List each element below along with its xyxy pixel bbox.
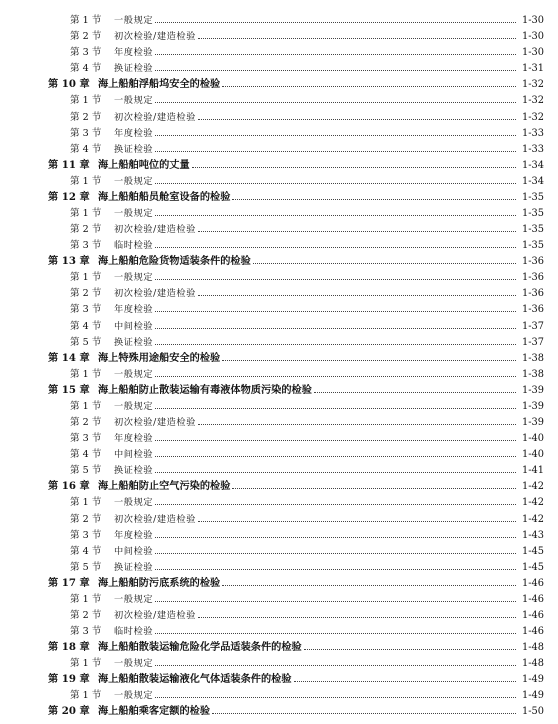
dot-leader xyxy=(198,231,516,232)
dot-leader xyxy=(155,183,516,184)
toc-chapter-entry[interactable] xyxy=(0,381,558,397)
dot-leader xyxy=(155,376,516,377)
page-number: 1-34 xyxy=(521,159,544,171)
chapter-title: 海上船舶防止散装运输有毒液体物质污染的检验 xyxy=(98,383,312,396)
page-number: 1-33 xyxy=(521,143,544,155)
page-number: 1-39 xyxy=(521,400,544,412)
section-title: 一般规定 xyxy=(114,175,154,187)
section-number: 第 4 节 xyxy=(70,143,102,155)
toc-chapter-entry[interactable] xyxy=(0,349,558,365)
toc-section-entry[interactable] xyxy=(0,316,558,332)
dot-leader xyxy=(155,279,516,280)
dot-leader xyxy=(222,360,516,361)
toc-section-entry[interactable] xyxy=(0,27,558,43)
section-number: 第 4 节 xyxy=(70,449,102,461)
section-title: 年度检验 xyxy=(114,304,154,316)
dot-leader xyxy=(155,328,516,329)
page-number: 1-36 xyxy=(521,304,544,316)
page-number: 1-32 xyxy=(521,111,544,123)
section-title: 换证检验 xyxy=(114,143,154,155)
section-number: 第 1 节 xyxy=(70,15,102,27)
section-number: 第 1 节 xyxy=(70,593,102,605)
section-number: 第 1 节 xyxy=(70,95,102,107)
dot-leader xyxy=(155,504,516,505)
page-number: 1-45 xyxy=(521,561,544,573)
page-number: 1-48 xyxy=(521,642,544,654)
section-title: 初次检验/建造检验 xyxy=(114,224,196,236)
page-number: 1-39 xyxy=(521,384,544,396)
toc-section-entry[interactable] xyxy=(0,268,558,284)
toc-chapter-entry[interactable] xyxy=(0,156,558,172)
toc-section-entry[interactable] xyxy=(0,606,558,622)
section-title: 年度检验 xyxy=(114,47,154,59)
chapter-title: 海上船舶船员舱室设备的检验 xyxy=(98,190,231,203)
page-number: 1-36 xyxy=(521,256,544,268)
dot-leader xyxy=(198,424,516,425)
section-title: 一般规定 xyxy=(114,400,154,412)
dot-leader xyxy=(232,199,516,200)
section-number: 第 2 节 xyxy=(70,31,102,43)
toc-chapter-entry[interactable] xyxy=(0,188,558,204)
page-number: 1-46 xyxy=(521,626,544,638)
chapter-number: 第 14 章 xyxy=(48,351,90,364)
dot-leader xyxy=(314,392,516,393)
toc-section-entry[interactable] xyxy=(0,654,558,670)
dot-leader xyxy=(155,151,516,152)
chapter-title: 海上船舶散装运输危险化学品适装条件的检验 xyxy=(98,641,302,654)
page-number: 1-42 xyxy=(521,513,544,525)
page-number: 1-48 xyxy=(521,658,544,670)
section-title: 一般规定 xyxy=(114,15,154,27)
dot-leader xyxy=(155,456,516,457)
toc-section-entry[interactable] xyxy=(0,526,558,542)
chapter-title: 海上船舶吨位的丈量 xyxy=(98,158,190,171)
chapter-number: 第 20 章 xyxy=(48,705,90,718)
page-number: 1-49 xyxy=(521,674,544,686)
toc-section-entry[interactable] xyxy=(0,445,558,461)
dot-leader xyxy=(253,263,516,264)
section-title: 初次检验/建造检验 xyxy=(114,288,196,300)
toc-section-entry[interactable] xyxy=(0,172,558,188)
page-number: 1-42 xyxy=(521,497,544,509)
section-number: 第 4 节 xyxy=(70,320,102,332)
page-number: 1-49 xyxy=(521,690,544,702)
section-number: 第 3 节 xyxy=(70,127,102,139)
toc-section-entry[interactable] xyxy=(0,333,558,349)
section-title: 换证检验 xyxy=(114,63,154,75)
dot-leader xyxy=(155,215,516,216)
section-number: 第 1 节 xyxy=(70,658,102,670)
dot-leader xyxy=(155,440,516,441)
toc-chapter-entry[interactable] xyxy=(0,574,558,590)
toc-section-entry[interactable] xyxy=(0,397,558,413)
page-number: 1-30 xyxy=(521,31,544,43)
toc-section-entry[interactable] xyxy=(0,590,558,606)
dot-leader xyxy=(155,102,516,103)
toc-section-entry[interactable] xyxy=(0,236,558,252)
dot-leader xyxy=(155,569,516,570)
section-title: 一般规定 xyxy=(114,368,154,380)
page-number: 1-34 xyxy=(521,175,544,187)
chapter-title: 海上船舶散装运输液化气体适装条件的检验 xyxy=(98,673,292,686)
page-number: 1-35 xyxy=(521,224,544,236)
toc-section-entry[interactable] xyxy=(0,91,558,107)
section-number: 第 5 节 xyxy=(70,561,102,573)
section-number: 第 1 节 xyxy=(70,690,102,702)
section-number: 第 2 节 xyxy=(70,417,102,429)
section-title: 中间检验 xyxy=(114,449,154,461)
page-number: 1-37 xyxy=(521,336,544,348)
page-number: 1-45 xyxy=(521,545,544,557)
dot-leader xyxy=(155,54,516,55)
toc-section-entry[interactable] xyxy=(0,509,558,525)
toc-section-entry[interactable] xyxy=(0,140,558,156)
section-title: 初次检验/建造检验 xyxy=(114,417,196,429)
toc-section-entry[interactable] xyxy=(0,284,558,300)
toc-section-entry[interactable] xyxy=(0,365,558,381)
section-number: 第 1 节 xyxy=(70,175,102,187)
toc-section-entry[interactable] xyxy=(0,107,558,123)
dot-leader xyxy=(155,70,516,71)
section-title: 中间检验 xyxy=(114,320,154,332)
section-number: 第 5 节 xyxy=(70,336,102,348)
toc-chapter-entry[interactable] xyxy=(0,670,558,686)
chapter-number: 第 11 章 xyxy=(48,158,90,171)
section-number: 第 3 节 xyxy=(70,240,102,252)
dot-leader xyxy=(155,601,516,602)
chapter-title: 海上特殊用途船安全的检验 xyxy=(98,351,221,364)
toc-section-entry[interactable] xyxy=(0,300,558,316)
section-number: 第 3 节 xyxy=(70,47,102,59)
toc-section-entry[interactable] xyxy=(0,686,558,702)
page-number: 1-33 xyxy=(521,127,544,139)
section-title: 初次检验/建造检验 xyxy=(114,609,196,621)
page-number: 1-35 xyxy=(521,191,544,203)
dot-leader xyxy=(155,665,516,666)
chapter-title: 海上船舶浮船坞安全的检验 xyxy=(98,78,221,91)
page-number: 1-38 xyxy=(521,352,544,364)
dot-leader xyxy=(155,553,516,554)
section-title: 年度检验 xyxy=(114,127,154,139)
dot-leader xyxy=(155,22,516,23)
section-number: 第 3 节 xyxy=(70,626,102,638)
section-title: 换证检验 xyxy=(114,465,154,477)
dot-leader xyxy=(304,649,516,650)
page-number: 1-41 xyxy=(521,465,544,477)
section-number: 第 2 节 xyxy=(70,288,102,300)
page-number: 1-31 xyxy=(521,63,544,75)
dot-leader xyxy=(155,633,516,634)
toc-section-entry[interactable] xyxy=(0,558,558,574)
chapter-title: 海上船舶危险货物适装条件的检验 xyxy=(98,255,251,268)
toc-section-entry[interactable] xyxy=(0,622,558,638)
toc-section-entry[interactable] xyxy=(0,124,558,140)
toc-section-entry[interactable] xyxy=(0,413,558,429)
section-number: 第 2 节 xyxy=(70,111,102,123)
dot-leader xyxy=(155,135,516,136)
page-number: 1-43 xyxy=(521,529,544,541)
section-title: 年度检验 xyxy=(114,529,154,541)
section-title: 一般规定 xyxy=(114,593,154,605)
dot-leader xyxy=(294,681,516,682)
table-of-contents xyxy=(0,11,558,718)
toc-section-entry[interactable] xyxy=(0,493,558,509)
page-number: 1-46 xyxy=(521,609,544,621)
page-number: 1-30 xyxy=(521,15,544,27)
chapter-number: 第 18 章 xyxy=(48,641,90,654)
chapter-number: 第 13 章 xyxy=(48,255,90,268)
section-title: 一般规定 xyxy=(114,208,154,220)
section-number: 第 1 节 xyxy=(70,497,102,509)
toc-chapter-entry[interactable] xyxy=(0,477,558,493)
page-number: 1-40 xyxy=(521,433,544,445)
section-number: 第 1 节 xyxy=(70,400,102,412)
chapter-title: 海上船舶乘客定额的检验 xyxy=(98,705,211,718)
section-number: 第 5 节 xyxy=(70,465,102,477)
page-number: 1-42 xyxy=(521,481,544,493)
chapter-number: 第 17 章 xyxy=(48,576,90,589)
toc-section-entry[interactable] xyxy=(0,542,558,558)
page-number: 1-35 xyxy=(521,240,544,252)
section-number: 第 4 节 xyxy=(70,63,102,75)
toc-section-entry[interactable] xyxy=(0,11,558,27)
dot-leader xyxy=(155,472,516,473)
chapter-number: 第 15 章 xyxy=(48,383,90,396)
toc-section-entry[interactable] xyxy=(0,204,558,220)
section-number: 第 2 节 xyxy=(70,513,102,525)
page-number: 1-36 xyxy=(521,272,544,284)
section-title: 换证检验 xyxy=(114,561,154,573)
toc-chapter-entry[interactable] xyxy=(0,252,558,268)
toc-chapter-entry[interactable] xyxy=(0,75,558,91)
section-title: 中间检验 xyxy=(114,545,154,557)
page-number: 1-46 xyxy=(521,577,544,589)
section-title: 一般规定 xyxy=(114,95,154,107)
page-number: 1-30 xyxy=(521,47,544,59)
section-title: 临时检验 xyxy=(114,240,154,252)
section-number: 第 3 节 xyxy=(70,433,102,445)
section-title: 初次检验/建造检验 xyxy=(114,111,196,123)
toc-section-entry[interactable] xyxy=(0,59,558,75)
dot-leader xyxy=(192,167,516,168)
toc-chapter-entry[interactable] xyxy=(0,702,558,718)
dot-leader xyxy=(198,38,516,39)
page-number: 1-37 xyxy=(521,320,544,332)
section-title: 一般规定 xyxy=(114,690,154,702)
toc-section-entry[interactable] xyxy=(0,461,558,477)
section-number: 第 2 节 xyxy=(70,609,102,621)
dot-leader xyxy=(232,488,516,489)
section-title: 临时检验 xyxy=(114,626,154,638)
toc-section-entry[interactable] xyxy=(0,429,558,445)
page-number: 1-40 xyxy=(521,449,544,461)
dot-leader xyxy=(155,697,516,698)
chapter-title: 海上船舶防污底系统的检验 xyxy=(98,576,221,589)
dot-leader xyxy=(212,713,516,714)
page-number: 1-36 xyxy=(521,288,544,300)
page-number: 1-38 xyxy=(521,368,544,380)
page-number: 1-35 xyxy=(521,208,544,220)
section-title: 初次检验/建造检验 xyxy=(114,31,196,43)
toc-section-entry[interactable] xyxy=(0,43,558,59)
dot-leader xyxy=(155,344,516,345)
page-number: 1-32 xyxy=(521,95,544,107)
section-number: 第 1 节 xyxy=(70,208,102,220)
section-title: 年度检验 xyxy=(114,433,154,445)
chapter-number: 第 12 章 xyxy=(48,190,90,203)
dot-leader xyxy=(155,311,516,312)
dot-leader xyxy=(155,247,516,248)
dot-leader xyxy=(155,537,516,538)
section-title: 一般规定 xyxy=(114,658,154,670)
page-number: 1-50 xyxy=(521,706,544,718)
dot-leader xyxy=(222,86,516,87)
section-number: 第 1 节 xyxy=(70,368,102,380)
section-title: 一般规定 xyxy=(114,497,154,509)
dot-leader xyxy=(198,295,516,296)
toc-section-entry[interactable] xyxy=(0,220,558,236)
section-number: 第 3 节 xyxy=(70,529,102,541)
section-number: 第 1 节 xyxy=(70,272,102,284)
dot-leader xyxy=(198,521,516,522)
section-number: 第 4 节 xyxy=(70,545,102,557)
chapter-number: 第 16 章 xyxy=(48,480,90,493)
chapter-number: 第 10 章 xyxy=(48,78,90,91)
dot-leader xyxy=(155,408,516,409)
chapter-title: 海上船舶防止空气污染的检验 xyxy=(98,480,231,493)
dot-leader xyxy=(198,617,516,618)
chapter-number: 第 19 章 xyxy=(48,673,90,686)
page-number: 1-46 xyxy=(521,593,544,605)
section-title: 换证检验 xyxy=(114,336,154,348)
section-number: 第 3 节 xyxy=(70,304,102,316)
section-title: 一般规定 xyxy=(114,272,154,284)
toc-chapter-entry[interactable] xyxy=(0,638,558,654)
section-title: 初次检验/建造检验 xyxy=(114,513,196,525)
page-number: 1-32 xyxy=(521,79,544,91)
section-number: 第 2 节 xyxy=(70,224,102,236)
dot-leader xyxy=(198,119,516,120)
page-number: 1-39 xyxy=(521,417,544,429)
dot-leader xyxy=(222,585,516,586)
